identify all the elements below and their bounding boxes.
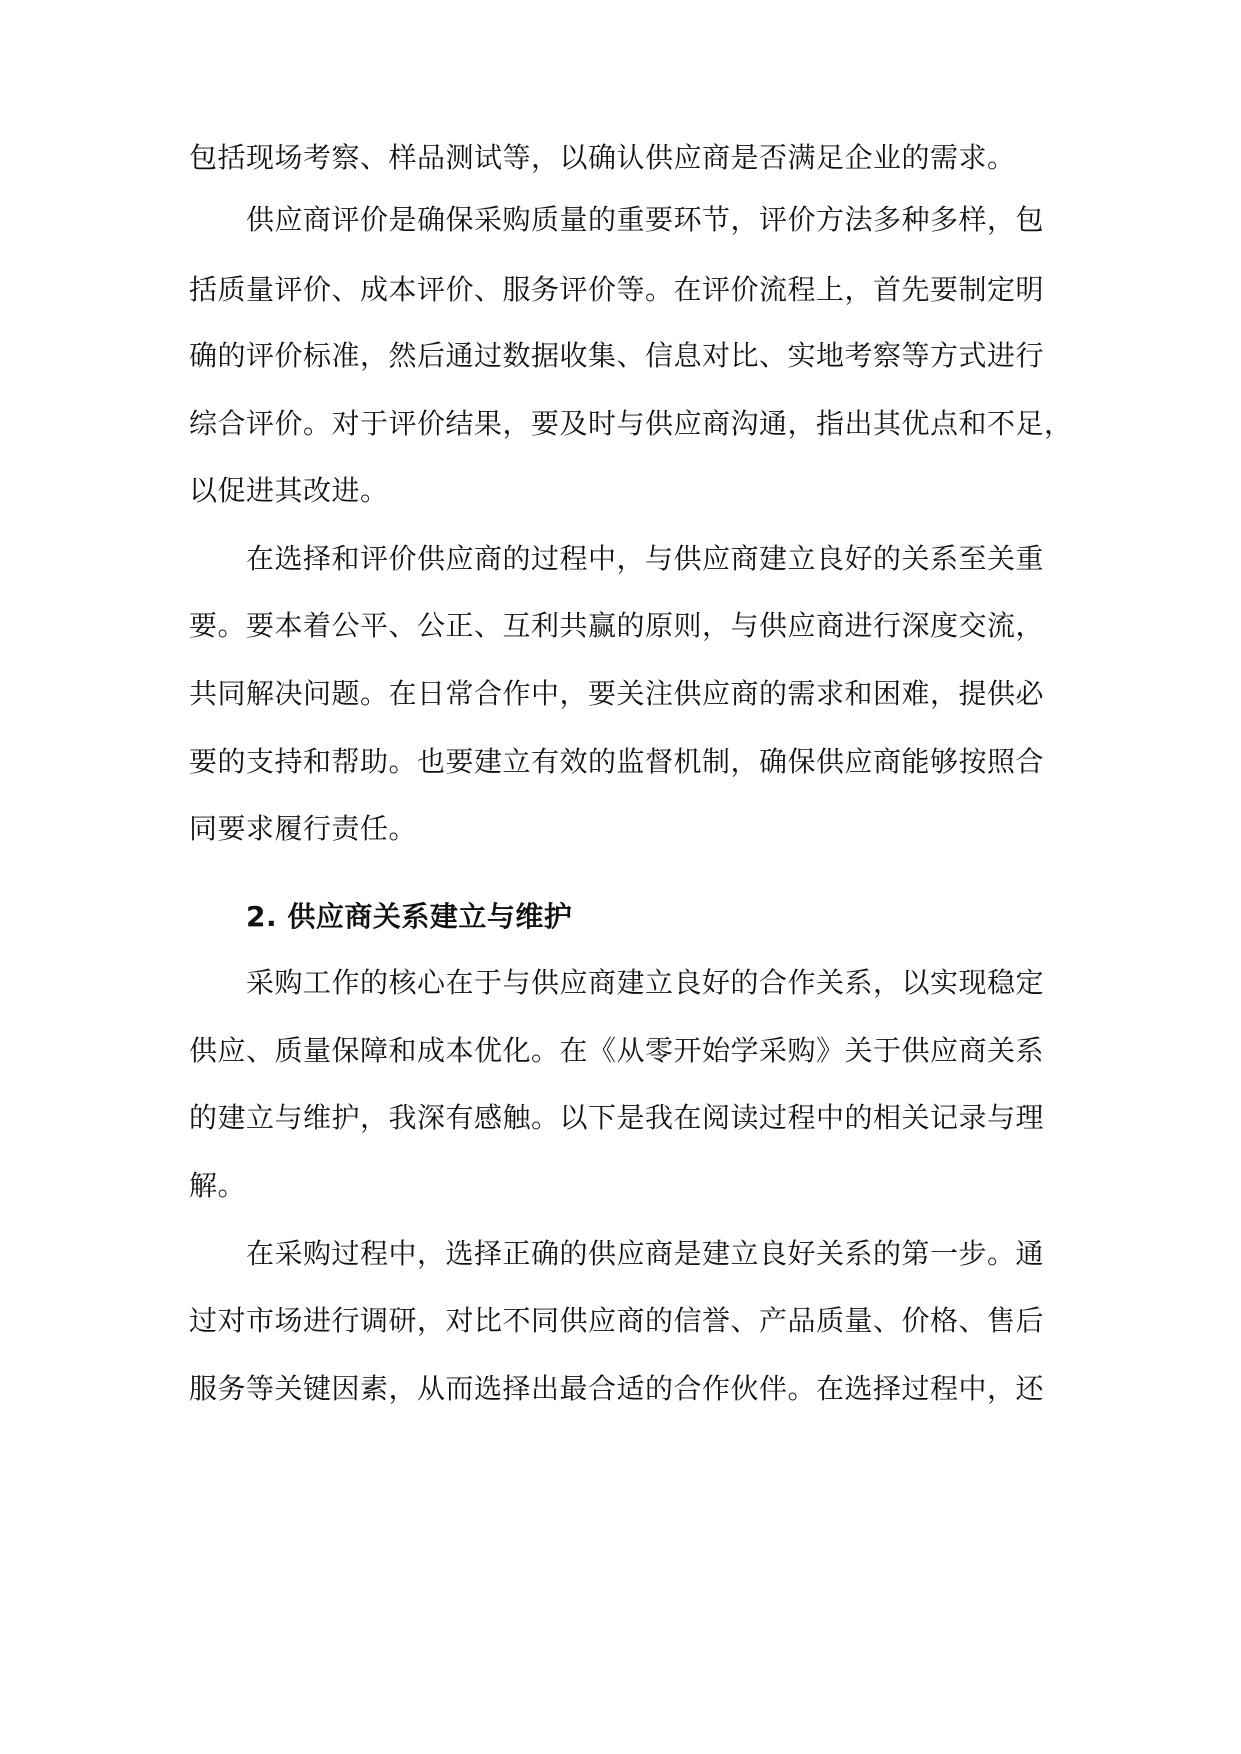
paragraph-line: 解。 bbox=[189, 1169, 247, 1202]
paragraph-line: 以促进其改进。 bbox=[189, 474, 389, 507]
paragraph-line: 包括现场考察、样品测试等，以确认供应商是否满足企业的需求。 bbox=[189, 141, 1016, 174]
paragraph-line: 的建立与维护，我深有感触。以下是我在阅读过程中的相关记录与理 bbox=[189, 1101, 1045, 1134]
paragraph-line: 供应商评价是确保采购质量的重要环节，评价方法多种多样，包 bbox=[246, 203, 1045, 236]
paragraph-line: 确的评价标准，然后通过数据收集、信息对比、实地考察等方式进行 bbox=[189, 339, 1045, 372]
section-heading: 2. 供应商关系建立与维护 bbox=[246, 900, 573, 933]
paragraph-line: 括质量评价、成本评价、服务评价等。在评价流程上，首先要制定明 bbox=[189, 273, 1045, 306]
paragraph-line: 共同解决问题。在日常合作中，要关注供应商的需求和困难，提供必 bbox=[189, 677, 1045, 710]
paragraph-line: 要的支持和帮助。也要建立有效的监督机制，确保供应商能够按照合 bbox=[189, 745, 1045, 778]
paragraph-line: 服务等关键因素，从而选择出最合适的合作伙伴。在选择过程中，还 bbox=[189, 1372, 1045, 1405]
paragraph-line: 要。要本着公平、公正、互利共赢的原则，与供应商进行深度交流， bbox=[189, 609, 1045, 642]
paragraph-line: 在采购过程中，选择正确的供应商是建立良好关系的第一步。通 bbox=[246, 1237, 1045, 1270]
paragraph-line: 过对市场进行调研，对比不同供应商的信誉、产品质量、价格、售后 bbox=[189, 1304, 1045, 1337]
paragraph-line: 综合评价。对于评价结果，要及时与供应商沟通，指出其优点和不足， bbox=[189, 407, 1073, 440]
paragraph-line: 供应、质量保障和成本优化。在《从零开始学采购》关于供应商关系 bbox=[189, 1034, 1045, 1067]
paragraph-line: 采购工作的核心在于与供应商建立良好的合作关系，以实现稳定 bbox=[246, 966, 1045, 999]
paragraph-line: 同要求履行责任。 bbox=[189, 812, 418, 845]
paragraph-line: 在选择和评价供应商的过程中，与供应商建立良好的关系至关重 bbox=[246, 542, 1045, 575]
